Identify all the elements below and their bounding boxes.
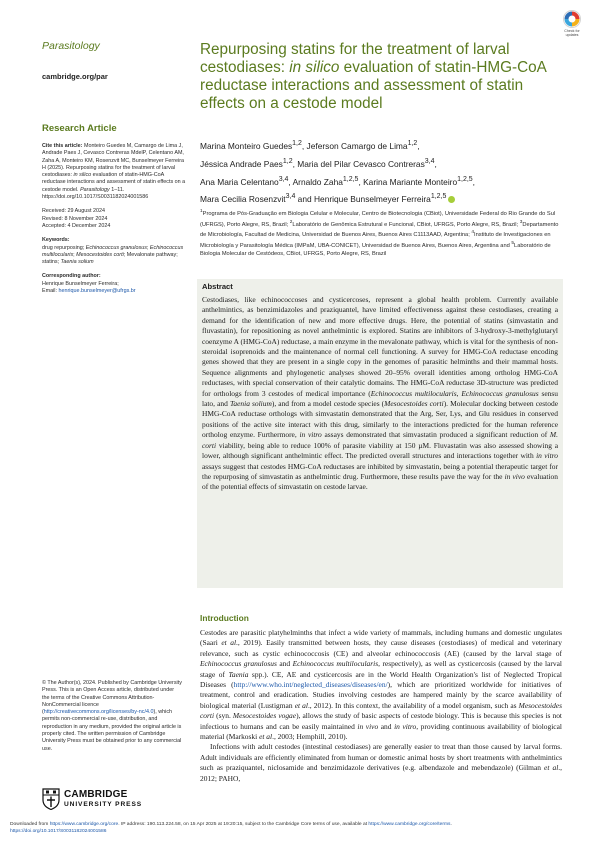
corresponding-name: Henrique Bunselmeyer Ferreira;	[42, 280, 119, 287]
who-ntd-link[interactable]: http://www.who.int/neglected_diseases/diseases/en/	[233, 680, 388, 690]
abstract-text: viability, being able to reduce 100% of parasite viability at 150 µM. Fluvastatin was also assessed showing a lower, although significant anthelmintic effect. The predicted overall structures and interactions together with	[202, 440, 558, 461]
affiliation-ref: 1,2	[292, 140, 302, 147]
affiliation-number: 4	[471, 230, 475, 236]
intro-italic: et al	[544, 763, 559, 773]
abstract-body	[202, 295, 558, 493]
corresponding-email-row	[42, 288, 187, 295]
keyword: drug repurposing;	[42, 244, 86, 251]
affiliation-text: Programa de Pós-Graduação em Biologia Celular e Molecular, Centro de Biotecnologia (CBiot), Universidade Federal do Rio Grande do Sul (UFRGS), Porto Alegre, RS, Brazil;	[200, 210, 556, 228]
journal-site-link[interactable]: cambridge.org/par	[42, 72, 108, 81]
affiliations	[200, 208, 562, 259]
title-italic: in silico	[289, 59, 340, 76]
intro-text: , providing continuous availability of biological material (Markoski	[200, 721, 562, 742]
author-line	[200, 172, 560, 190]
corresponding-label	[42, 273, 187, 280]
abstract-text: Cestodiases, like echinococcoses and cysticercoses, represent a global health problem. Currently available anthelmintics, as benzimidazoles and praziquantel, have limited effectiveness against these cestodiases, creating a demand for the identification of new and more effective drugs. Here, the potential of statins (simvastatin and fluvastatin), for repositioning as novel anthelmintic is explored. Statins are inhibitors of 3-hydroxy-3-methylglutaryl coenzyme A (HMG-CoA) reductase, a main enzyme in the mevalonate pathway, which is vital for the synthesis of non-steroidal isoprenoids and the maintenance of normal cell functioning. A survey for HMG-CoA reductase encoding genes showed that they are present in a single copy in the genomes of parasitic helminths and their mammal hosts. Sequence alignments and phylogenetic analyses showed 20–95% overall identities among ortholog HMG-CoA reductases, with special conservation of their catalytic domains. The HMG-CoA reductase 3D-structure was predicted for orthologs from 3 cestodes of medical importance (	[202, 295, 558, 398]
intro-text: Infections with adult cestodes (intestinal cestodiases) are generally easier to treat than those caused by larval forms. Adult individuals are efficiently eliminated from human or domestic animal hosts by short treatments with anthelmintics such as praziquantel, niclosamide and benzimidazole derivatives (e.g. albendazole and mebendazole) (Gilman	[200, 742, 562, 773]
intro-paragraph	[200, 628, 562, 742]
author-sep: ,	[472, 176, 475, 187]
article-type: Research Article	[42, 123, 117, 134]
abstract-text: ,	[456, 388, 462, 398]
keyword: Taenia solium	[60, 259, 94, 266]
article-info-sidebar	[42, 143, 187, 295]
keywords-list	[42, 245, 187, 267]
intro-paragraph	[200, 742, 562, 784]
affiliation-ref: 3,4	[285, 193, 296, 201]
intro-italic: Mesocestoides corti	[200, 700, 562, 721]
logo-line1: CAMBRIDGE	[64, 789, 128, 800]
abstract-text: evaluation of the potential effects of simvastatin on cestode larvae.	[202, 471, 558, 492]
author-name: , Arnaldo Zaha	[288, 176, 343, 187]
intro-text: and	[378, 721, 395, 731]
journal-name: Parasitology	[42, 40, 100, 52]
cambridge-logo	[42, 788, 192, 812]
abstract-italic: in vitro	[536, 451, 558, 461]
intro-text: and	[276, 659, 293, 669]
intro-italic: et al	[221, 638, 237, 648]
author-line	[200, 189, 560, 207]
keyword: Echinococcus granulosus	[85, 244, 147, 251]
copyright-notice	[42, 680, 182, 753]
intro-italic: Echinococcus multilocularis	[292, 659, 379, 669]
abstract-text: sensu lato, and	[202, 388, 559, 409]
author-line	[200, 136, 560, 154]
intro-italic: in vitro	[394, 721, 417, 731]
keywords-label	[42, 237, 187, 244]
author-name: Marina Monteiro Guedes	[200, 140, 293, 151]
author-line	[200, 154, 560, 172]
author-list	[200, 136, 560, 207]
keyword: Echinococcus multilocularis	[42, 244, 184, 258]
author-name: Mara Cecilia Rosenzvit	[200, 194, 286, 205]
affiliation-text: Departamento de Microbiología, Facultad de Medicina, Universidad de Buenos Aires, Buenos Aires C1113AAD, Argentina;	[200, 221, 559, 239]
citation-doi: 1–11. https://doi.org/10.1017/S0031182024001586	[42, 186, 149, 201]
affiliation-number: 5	[511, 240, 515, 246]
abstract-text: assays suggest that cestodes HMG-CoA reductases are inhibited by simvastatin, being a potential therapeutic target for the repurposing of simvastatin as anthelmintic drug. Furthermore, these results pave the way for the	[202, 461, 558, 481]
cc-license-link[interactable]: http://creativecommons.org/licenses/by-nc/4.0	[43, 709, 154, 716]
author-name: Jéssica Andrade Paes	[200, 158, 283, 169]
title-part1: Repurposing statins for the treatment of larval cestodiases:	[200, 41, 510, 76]
title-part2: evaluation of statin-HMG-CoA reductase interactions and assessment of statin effects on a cestode model	[200, 59, 547, 112]
author-name: , Maria del Pilar Cevasco Contreras	[292, 158, 425, 169]
keyword-sep: ;	[146, 244, 150, 251]
intro-italic: et al	[294, 700, 308, 710]
abstract-italic: Echinococcus granulosus	[461, 388, 539, 398]
affiliation-text: Laboratório de Genômica Estrutural e Funcional, CBiot, UFRGS, Porto Alegre, RS, Brazil;	[292, 221, 520, 228]
affiliation-ref: 1,2	[282, 157, 293, 165]
affiliation-ref: 1,2,5	[430, 193, 447, 201]
abstract-italic: in vivo	[504, 471, 525, 481]
download-footer	[10, 822, 590, 835]
intro-italic: et al	[259, 732, 273, 742]
introduction-heading: Introduction	[200, 613, 249, 623]
citation-block	[42, 143, 187, 201]
abstract-heading: Abstract	[202, 282, 233, 291]
abstract-text: assays demonstrated that simvastatin produced a significant reduction of	[321, 430, 550, 440]
keyword: ; Mevalonate pathway; statins;	[42, 251, 178, 266]
received-date: Received: 29 August 2024	[42, 208, 105, 215]
accepted-date: Accepted: 4 December 2024	[42, 222, 111, 229]
affiliation-text: Instituto de Investigaciones en Microbiología y Parasitología Médica (IMPaM, UBA-CONICET), Universidad de Buenos Aires, Buenos Aires, Argentina and	[200, 232, 551, 249]
citation-journal: Parasitology	[80, 186, 110, 193]
logo-line2: UNIVERSITY PRESS	[64, 801, 143, 808]
abstract-italic: Taenia solium	[229, 399, 272, 409]
intro-italic: Echinococcus granulosus	[200, 659, 277, 669]
affiliation-number: 2	[289, 219, 293, 225]
intro-italic: in vivo	[357, 721, 379, 731]
cambridge-crest-icon	[42, 788, 60, 810]
affiliation-ref: 3,4	[424, 157, 435, 165]
affiliation-text: Laboratório de Biologia Molecular de Cestódeos, CBiot, UFRGS, Porto Alegre, RS, Brazil	[200, 242, 551, 258]
intro-text: (syn.	[214, 711, 233, 721]
abstract-italic: Echinococcus multilocularis	[370, 388, 457, 398]
author-sep: ,	[417, 140, 420, 151]
footer-text: .	[450, 822, 452, 827]
intro-text: Cestodes are parasitic platyhelminths that infect a wide variety of mammals, including humans and domestic ungulates (Saari	[200, 628, 562, 648]
abstract-italic: in vitro	[299, 430, 322, 440]
author-name: and Henrique Bunselmeyer Ferreira	[295, 194, 431, 205]
abstract-italic: Mesocestoides corti	[384, 399, 444, 409]
keywords-heading: Keywords:	[42, 237, 70, 244]
badge-label	[559, 29, 585, 37]
citation-italic: in silico	[73, 172, 92, 179]
abstract-box	[197, 279, 563, 588]
revised-date: Revised: 8 November 2024	[42, 215, 108, 222]
introduction-body	[200, 628, 562, 784]
article-title	[200, 41, 560, 113]
affiliation-ref: 3,4	[278, 175, 289, 183]
keyword: Mesocestoides corti	[76, 251, 124, 258]
affiliation-ref: 1,2,5	[457, 175, 473, 183]
intro-text: ., 2012). In this context, the availability of a model organism, such as	[307, 700, 519, 710]
intro-text: ., 2003; Hemphill, 2010).	[272, 732, 348, 742]
doi-link[interactable]: https://doi.org/10.1017/S0031182024001586	[10, 828, 107, 834]
author-sep: ,	[434, 158, 437, 169]
check-updates-icon	[559, 9, 585, 29]
citation-text: Monteiro Guedes M, Camargo de Lima J, Andrade Paes J, Cevasco Contreras MdelP, Celentano AM, Zaha A, Monteiro KM, Rosenzvit MC, Bunselmeyer Ferreira H (2025). Repurposing statins for the treatment of larval cestodiases:	[42, 143, 185, 179]
affiliation-number: 3	[519, 219, 523, 225]
affiliation-ref: 1,2	[407, 140, 418, 147]
footer-text: . IP address: 190.113.224.58, on 15 Apr 2025 at 19:20:15, subject to the Cambridge Core terms of use, available at	[118, 822, 369, 827]
email-label: Email:	[42, 288, 59, 295]
intro-text: ), which are prioritized worldwide for initiatives of treatment, control and eradication. Studies involving cestodes are hampered mainly by the scarce availability of biological material (Lustigman	[200, 680, 562, 710]
badge-line1: Check for	[564, 29, 580, 33]
corresponding-heading: Corresponding author:	[42, 273, 101, 280]
author-name: , Karina Mariante Monteiro	[358, 176, 458, 187]
corresponding-email-link[interactable]: henrique.bunselmeyer@ufrgs.br	[58, 288, 136, 295]
intro-text: ), allows the study of basic aspects of cestode biology. This is because this species is not infectious to humans and can be easily maintained	[200, 711, 562, 731]
intro-italic: Mesocestoides vogae	[232, 711, 297, 721]
terms-link[interactable]: https://www.cambridge.org/core/terms	[368, 822, 451, 827]
affiliation-ref: 1,2,5	[342, 175, 359, 183]
copyright-text: © The Author(s), 2024. Published by Cambridge University Press. This is an Open Access article, distributed under the terms of the Creative Commons Attribution-NonCommercial licence (	[42, 680, 182, 716]
cambridge-core-link[interactable]: https://www.cambridge.org/core	[49, 822, 119, 827]
footer-text: Downloaded from	[10, 822, 50, 827]
intro-text: ., 2012; PAHO,	[200, 763, 562, 783]
badge-line2: updates	[565, 33, 579, 37]
intro-text: spp.). CE, AE and cysticercosis are in the World Health Organization's list of Neglected Tropical Diseases (	[200, 669, 562, 690]
keyword-sep: ;	[73, 251, 77, 258]
check-for-updates-badge[interactable]	[559, 9, 585, 39]
author-name: , Jeferson Camargo de Lima	[301, 140, 408, 151]
abstract-italic: M. corti	[202, 430, 558, 450]
copyright-text: ), which permits non-commercial re-use, distribution, and reproduction in any medium, provided the original article is properly cited. The written permission of Cambridge University Press must be obtained prior to any commercial use.	[42, 709, 182, 752]
orcid-icon[interactable]	[448, 196, 455, 203]
author-name: Ana Maria Celentano	[200, 176, 279, 187]
intro-text: ., 2019). Easily transmitted between hosts, they cause diseases (cestodiases) of medical and veterinary relevance, such as cystic echinococcosis (CE) and alveolar echinococcosis (AE) (caused by the larval stage of	[200, 638, 562, 658]
abstract-text: ), and from a model cestode species (	[271, 399, 385, 409]
intro-text: , respectively), as well as cysticercosis (caused by the larval stage of	[200, 659, 562, 679]
intro-italic: Taenia	[228, 669, 249, 679]
affiliation-number: 1	[200, 209, 203, 214]
citation-label: Cite this article:	[42, 143, 83, 149]
abstract-text: ). Molecular docking between cestode HMG-CoA reductase orthologs with simvastatin demonstrated that the Arg, Ser, Lys, and Glu residues in conserved positions of the active site interact with this drug, similarly to the interactions predicted for the human reference ortholog enzyme. Furthermore,	[202, 399, 558, 440]
citation-text: evaluation of statin-HMG-CoA reductase interactions and assessment of statin effects on a cestode model.	[42, 172, 186, 193]
